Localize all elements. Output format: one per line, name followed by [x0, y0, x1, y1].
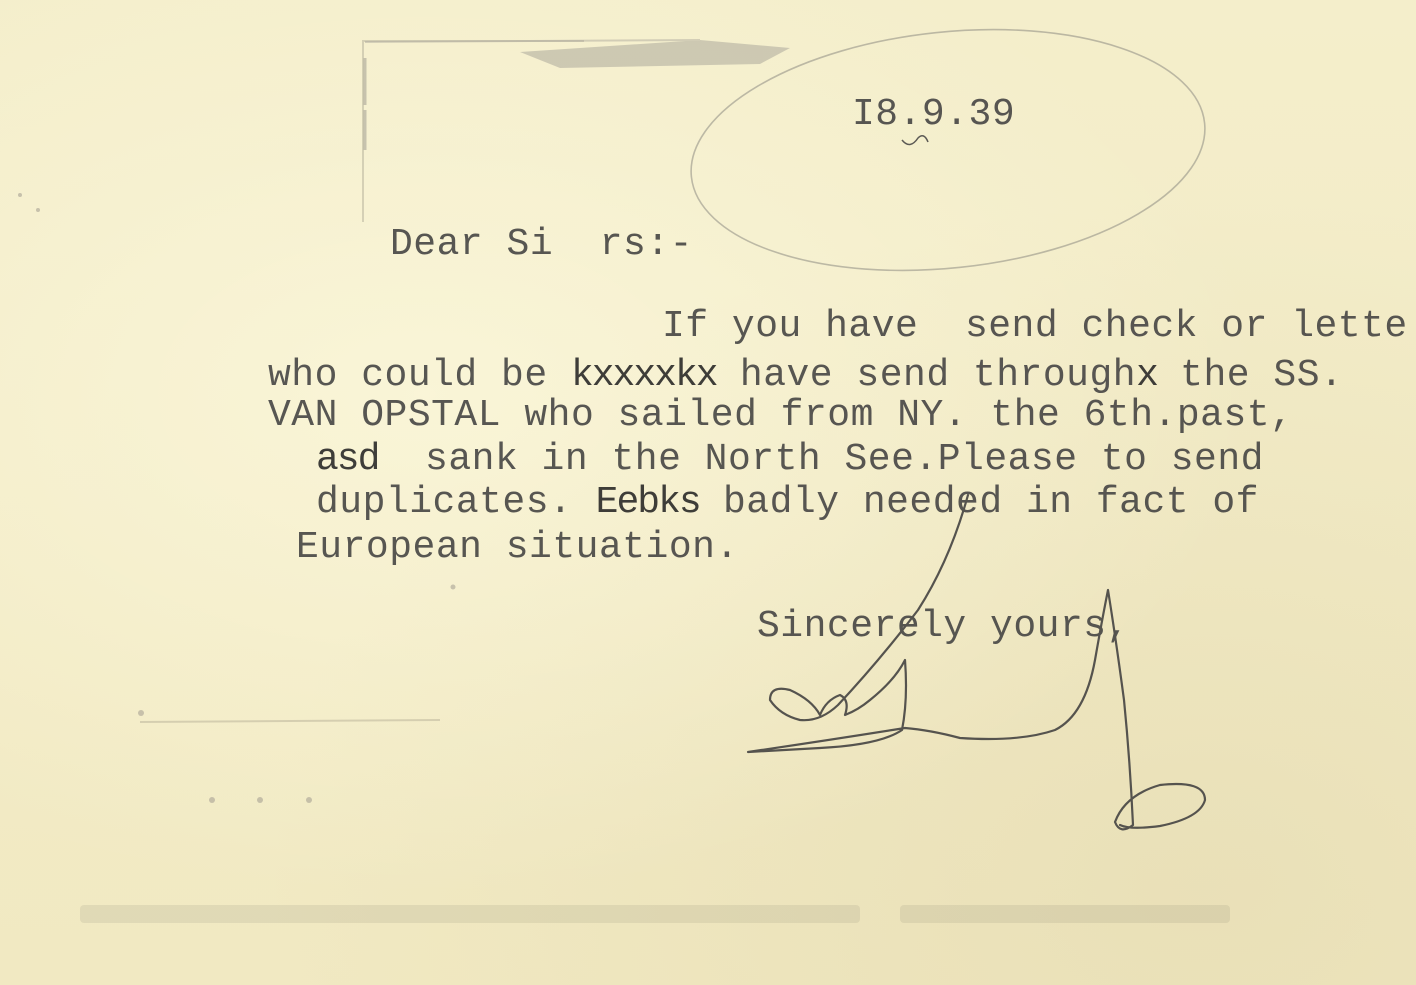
letter-body-line-6: European situation. — [296, 526, 739, 569]
struck-out-char: x — [1136, 354, 1157, 397]
body-line-2-start: who could be — [268, 354, 571, 397]
body-line-5-end: badly needed in fact of — [699, 481, 1259, 524]
struck-out-word-2: Eebks — [595, 481, 700, 524]
letter-date: I8.9.39 — [852, 93, 1016, 136]
struck-out-text: kxxxxkx — [570, 354, 717, 397]
letter-body-line-3: VAN OPSTAL who sailed from NY. the 6th.past, — [268, 394, 1294, 437]
letter-salutation: Dear Si rs:- — [390, 223, 693, 266]
letter-body-line-1: If you have send check or lette — [662, 305, 1408, 348]
body-line-4-text: sank in the North See.Please to send — [378, 438, 1264, 481]
letter-closing: Sincerely yours, — [757, 605, 1130, 648]
body-line-5-start: duplicates. — [316, 481, 596, 524]
body-line-2-end: the SS. — [1156, 354, 1344, 397]
body-line-2-mid: have send through — [716, 354, 1137, 397]
struck-out-word: asd — [316, 438, 379, 481]
